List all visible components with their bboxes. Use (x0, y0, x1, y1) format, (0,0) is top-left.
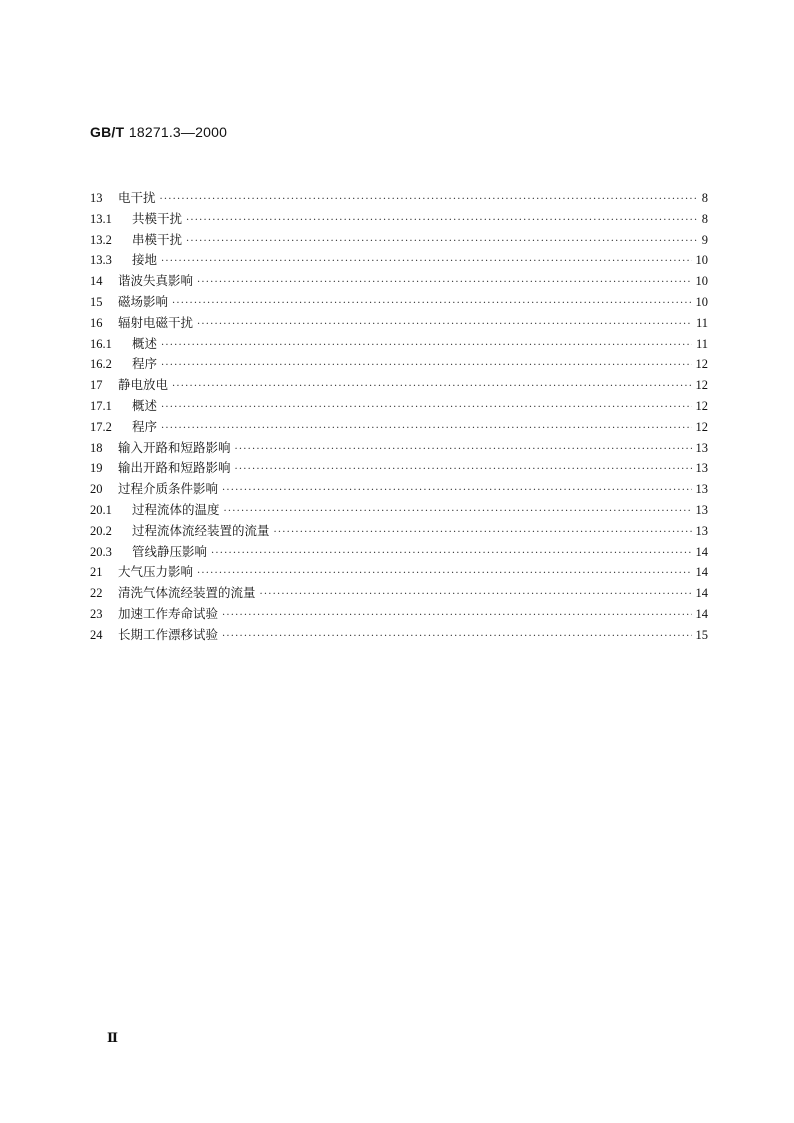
toc-entry[interactable] (90, 313, 708, 334)
toc-entry-number: 18 (90, 440, 103, 455)
toc-entry-title: 过程流体流经装置的流量 (132, 522, 270, 538)
toc-entry[interactable] (90, 479, 708, 500)
toc-leader-dots (235, 444, 692, 455)
toc-entry-page: 13 (695, 482, 708, 497)
toc-entry-number: 13.2 (90, 232, 112, 247)
toc-entry[interactable] (90, 542, 708, 563)
toc-entry-page: 12 (695, 419, 708, 434)
toc-entry-page: 14 (695, 544, 708, 559)
toc-leader-dots (172, 381, 691, 392)
toc-entry-title: 长期工作漂移试验 (118, 626, 219, 642)
toc-entry[interactable] (90, 521, 708, 542)
toc-entry[interactable] (90, 604, 708, 625)
toc-leader-dots (197, 319, 692, 330)
table-of-contents (90, 188, 708, 646)
toc-entry[interactable] (90, 354, 708, 375)
toc-leader-dots (235, 464, 692, 475)
toc-entry-page: 12 (695, 398, 708, 413)
toc-entry-page: 12 (695, 357, 708, 372)
toc-entry[interactable] (90, 375, 708, 396)
toc-entry[interactable] (90, 625, 708, 646)
toc-entry-page: 10 (695, 274, 708, 289)
toc-entry-title: 辐射电磁干扰 (118, 314, 194, 330)
toc-entry-title: 大气压力影响 (118, 564, 194, 580)
toc-leader-dots (197, 568, 691, 579)
toc-entry-number: 20.2 (90, 523, 112, 538)
toc-entry-number: 13.3 (90, 253, 112, 268)
toc-entry-title: 输出开路和短路影响 (118, 460, 231, 476)
toc-leader-dots (222, 631, 691, 642)
toc-entry-title: 共模干扰 (132, 210, 183, 226)
toc-entry-page: 13 (695, 461, 708, 476)
toc-entry-number: 16.2 (90, 357, 112, 372)
toc-leader-dots (186, 215, 698, 226)
toc-entry-page: 13 (695, 523, 708, 538)
toc-entry-number: 24 (90, 627, 103, 642)
toc-entry-number: 14 (90, 274, 103, 289)
page-folio: Ⅱ (107, 1030, 118, 1045)
toc-leader-dots (161, 423, 691, 434)
toc-entry-title: 清洗气体流经装置的流量 (118, 585, 256, 601)
toc-leader-dots (211, 548, 691, 559)
toc-entry-page: 15 (695, 627, 708, 642)
toc-entry[interactable] (90, 250, 708, 271)
toc-entry-title: 谐波失真影响 (118, 273, 194, 289)
toc-entry-page: 12 (695, 378, 708, 393)
toc-entry[interactable] (90, 188, 708, 209)
toc-entry-number: 23 (90, 606, 103, 621)
toc-entry-page: 10 (695, 294, 708, 309)
toc-entry-title: 静电放电 (118, 377, 169, 393)
toc-entry[interactable] (90, 271, 708, 292)
toc-entry-number: 20.1 (90, 502, 112, 517)
toc-entry-number: 17 (90, 378, 103, 393)
toc-entry[interactable] (90, 292, 708, 313)
toc-entry-title: 加速工作寿命试验 (118, 605, 219, 621)
toc-entry[interactable] (90, 438, 708, 459)
toc-entry-page: 14 (695, 565, 708, 580)
toc-leader-dots (172, 298, 691, 309)
toc-entry-number: 16 (90, 315, 103, 330)
toc-leader-dots (160, 194, 698, 205)
toc-entry-page: 13 (695, 502, 708, 517)
toc-entry-title: 概述 (132, 335, 158, 351)
toc-entry-title: 过程流体的温度 (132, 501, 220, 517)
page-header (90, 124, 227, 141)
toc-entry-number: 20 (90, 482, 103, 497)
toc-entry-number: 13 (90, 191, 103, 205)
toc-entry-title: 串模干扰 (132, 231, 183, 247)
toc-entry-number: 13.1 (90, 211, 112, 226)
toc-entry-title: 程序 (132, 418, 158, 434)
toc-entry-number: 20.3 (90, 544, 112, 559)
toc-entry-title: 输入开路和短路影响 (118, 439, 231, 455)
toc-leader-dots (222, 485, 691, 496)
toc-entry-number: 21 (90, 565, 103, 580)
toc-entry-number: 17.1 (90, 398, 112, 413)
toc-leader-dots (274, 527, 692, 538)
toc-entry-number: 16.1 (90, 336, 112, 351)
toc-entry-title: 概述 (132, 397, 158, 413)
toc-entry-title: 电干扰 (118, 190, 156, 205)
toc-entry-number: 17.2 (90, 419, 112, 434)
toc-entry-title: 接地 (132, 252, 158, 268)
toc-entry[interactable] (90, 417, 708, 438)
toc-entry-title: 程序 (132, 356, 158, 372)
toc-entry-page: 10 (695, 253, 708, 268)
toc-leader-dots (260, 589, 692, 600)
toc-entry[interactable] (90, 500, 708, 521)
standard-code: GB/T (90, 124, 125, 140)
toc-leader-dots (197, 277, 691, 288)
toc-entry[interactable] (90, 458, 708, 479)
toc-entry-page: 11 (695, 315, 708, 330)
toc-entry-title: 管线静压影响 (132, 543, 208, 559)
standard-number: 18271.3—2000 (128, 124, 228, 140)
toc-entry-page: 8 (701, 211, 708, 226)
toc-entry-page: 9 (701, 232, 708, 247)
toc-leader-dots (186, 236, 698, 247)
toc-entry-page: 14 (695, 586, 708, 601)
toc-entry[interactable] (90, 209, 708, 230)
toc-entry-title: 磁场影响 (118, 293, 169, 309)
toc-leader-dots (161, 340, 692, 351)
toc-leader-dots (222, 610, 691, 621)
toc-leader-dots (161, 256, 691, 267)
toc-entry[interactable] (90, 396, 708, 417)
toc-entry[interactable] (90, 230, 708, 251)
toc-entry-title: 过程介质条件影响 (118, 481, 219, 497)
toc-leader-dots (224, 506, 692, 517)
toc-entry[interactable] (90, 583, 708, 604)
toc-entry-page: 14 (695, 606, 708, 621)
toc-entry[interactable] (90, 562, 708, 583)
toc-entry-page: 8 (701, 191, 708, 205)
toc-entry-page: 11 (695, 336, 708, 351)
toc-entry-page: 13 (695, 440, 708, 455)
toc-entry-number: 15 (90, 294, 103, 309)
toc-entry[interactable] (90, 334, 708, 355)
toc-leader-dots (161, 402, 691, 413)
toc-entry-number: 22 (90, 586, 103, 601)
toc-entry-number: 19 (90, 461, 103, 476)
toc-leader-dots (161, 360, 691, 371)
